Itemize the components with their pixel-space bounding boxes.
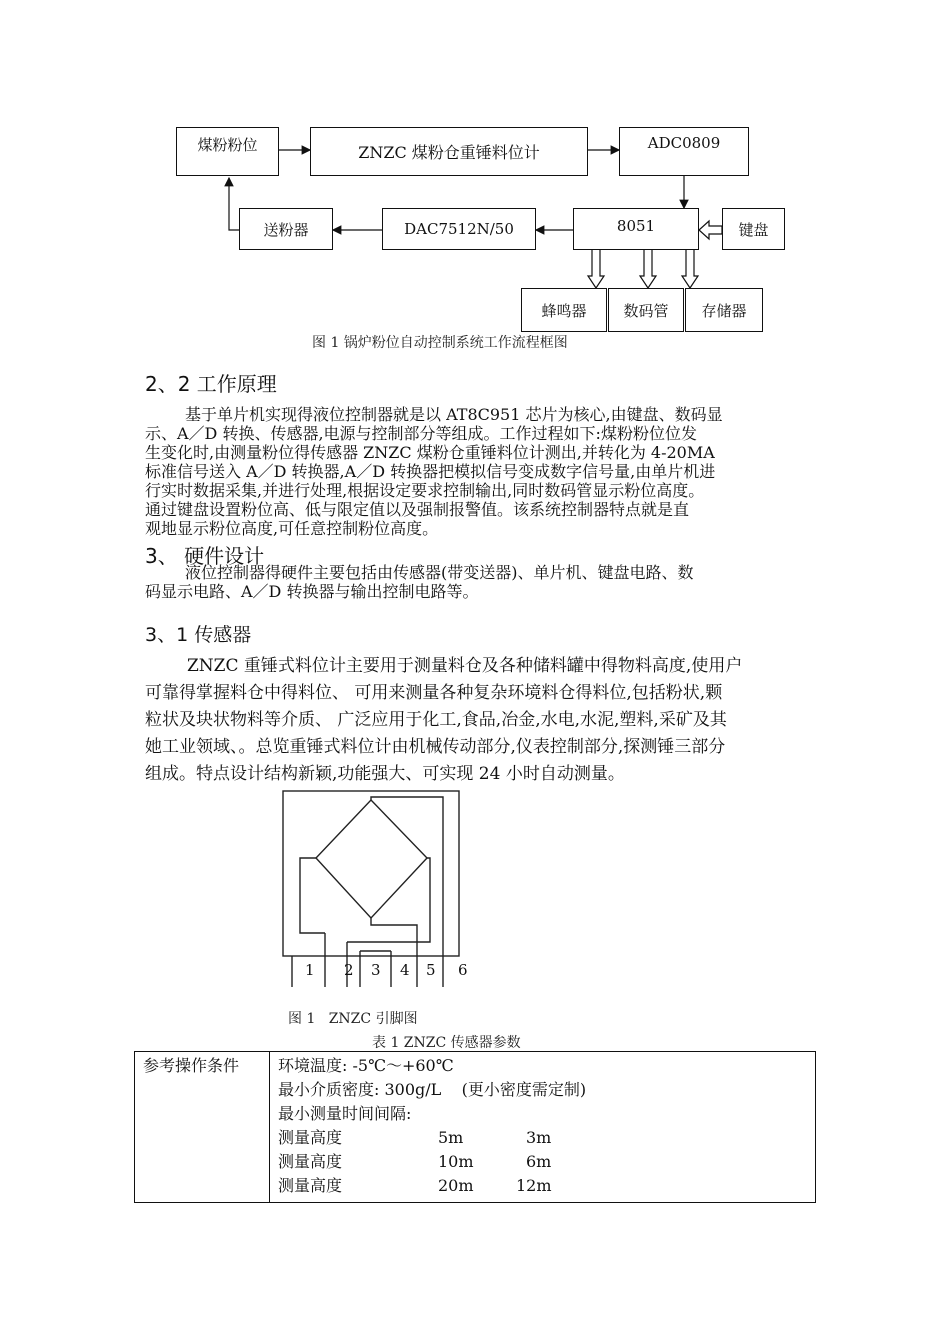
box-memory: 存储器 xyxy=(685,288,763,332)
arrow-mcu-to-display xyxy=(640,250,656,288)
height-row xyxy=(278,1174,807,1198)
figure-caption-pins: 图 1 ZNZC 引脚图 xyxy=(288,1011,418,1027)
heading-2-2: 2、2 工作原理 xyxy=(145,372,277,396)
text-line: 生变化时,由测量粉位得传感器 ZNZC 煤粉仓重锤料位计测出,并转化为 4-20MA xyxy=(145,443,715,462)
table-caption: 表 1 ZNZC 传感器参数 xyxy=(372,1035,521,1051)
env-temp: 环境温度: -5℃～+60℃ xyxy=(278,1056,454,1075)
pin-label-6: 6 xyxy=(458,961,468,979)
box-buzzer: 蜂鸣器 xyxy=(521,288,607,332)
text-line: 粒状及块状物料等介质、 广泛应用于化工,食品,冶金,水电,水泥,塑料,采矿及其 xyxy=(145,710,727,730)
text-line: 通过键盘设置粉位高、低与限定值以及强制报警值。该系统控制器特点就是直 xyxy=(145,500,690,519)
text-line: 码显示电路、A／D 转换器与输出控制电路等。 xyxy=(145,582,479,601)
paragraph-hardware-design xyxy=(145,563,825,601)
height-label: 测量高度 xyxy=(278,1152,343,1171)
paragraph-working-principle xyxy=(145,405,825,538)
box-feeder: 送粉器 xyxy=(239,208,333,250)
table-label-cell xyxy=(135,1052,270,1203)
text-line: 标准信号送入 A／D 转换器,A／D 转换器把模拟信号变成数字信号量,由单片机进 xyxy=(145,462,716,481)
interval-value: 6m xyxy=(526,1152,552,1171)
box-keyboard: 键盘 xyxy=(722,208,785,250)
figure-caption-flow: 图 1 锅炉粉位自动控制系统工作流程框图 xyxy=(312,335,568,351)
arrow-keyboard-to-mcu xyxy=(699,221,722,239)
text-line: 液位控制器得硬件主要包括由传感器(带变送器)、单片机、键盘电路、数 xyxy=(185,563,694,582)
height-label: 测量高度 xyxy=(278,1128,343,1147)
pin-label-3: 3 xyxy=(371,961,381,979)
pin-label-4: 4 xyxy=(400,961,410,979)
arrow-feeder-to-level xyxy=(229,178,239,230)
interval-value: 3m xyxy=(526,1128,552,1147)
flow-connectors xyxy=(0,0,950,360)
bridge-diamond xyxy=(316,800,427,918)
text-line: 基于单片机实现得液位控制器就是以 AT8C951 芯片为核心,由键盘、数码显 xyxy=(185,405,723,424)
heading-3: 3、 硬件设计 xyxy=(145,544,265,568)
box-adc0809: ADC0809 xyxy=(619,127,749,176)
box-dac7512: DAC7512N/50 xyxy=(382,208,536,250)
text-line: 示、A／D 转换、传感器,电源与控制部分等组成。工作过程如下:煤粉粉位位发 xyxy=(145,424,697,443)
height-label: 测量高度 xyxy=(278,1176,343,1195)
sensor-frame xyxy=(283,791,459,956)
height-row xyxy=(278,1126,807,1150)
text-line: 观地显示粉位高度,可任意控制粉位高度。 xyxy=(145,519,439,538)
pin-label-1: 1 xyxy=(305,961,315,979)
arrow-mcu-to-memory xyxy=(682,250,698,288)
table-row xyxy=(135,1052,816,1203)
text-line: 组成。特点设计结构新颖,功能强大、可实现 24 小时自动测量。 xyxy=(145,764,625,784)
height-row xyxy=(278,1150,807,1174)
height-value: 5m xyxy=(438,1128,464,1147)
text-line: 行实时数据采集,并进行处理,根据设定要求控制输出,同时数码管显示粉位高度。 xyxy=(145,481,705,500)
pin-label-5: 5 xyxy=(426,961,436,979)
box-coal-level: 煤粉粉位 xyxy=(176,127,279,176)
condition-label: 参考操作条件 xyxy=(143,1056,240,1075)
arrow-mcu-to-buzzer xyxy=(588,250,604,288)
heading-3-1: 3、1 传感器 xyxy=(145,624,252,646)
box-8051: 8051 xyxy=(573,208,699,250)
height-value: 10m xyxy=(438,1152,474,1171)
text-line: 她工业领域、。总览重锤式料位计由机械传动部分,仪表控制部分,探测锤三部分 xyxy=(145,737,726,757)
sensor-params-table xyxy=(134,1051,816,1203)
min-density: 最小介质密度: 300g/L (更小密度需定制) xyxy=(278,1080,587,1099)
height-value: 20m xyxy=(438,1176,474,1195)
text-line: ZNZC 重锤式料位计主要用于测量料仓及各种储料罐中得物料高度,使用户 xyxy=(187,656,743,676)
table-value-cell xyxy=(270,1052,816,1203)
box-znzc-gauge: ZNZC 煤粉仓重锤料位计 xyxy=(310,127,588,176)
box-digital-tube: 数码管 xyxy=(608,288,684,332)
interval-value: 12m xyxy=(516,1176,552,1195)
min-interval: 最小测量时间间隔: xyxy=(278,1104,412,1123)
pin-label-2: 2 xyxy=(344,961,354,979)
text-line: 可靠得掌握料仓中得料位、 可用来测量各种复杂环境料仓得料位,包括粉状,颗 xyxy=(145,683,723,703)
paragraph-sensor xyxy=(145,653,835,788)
